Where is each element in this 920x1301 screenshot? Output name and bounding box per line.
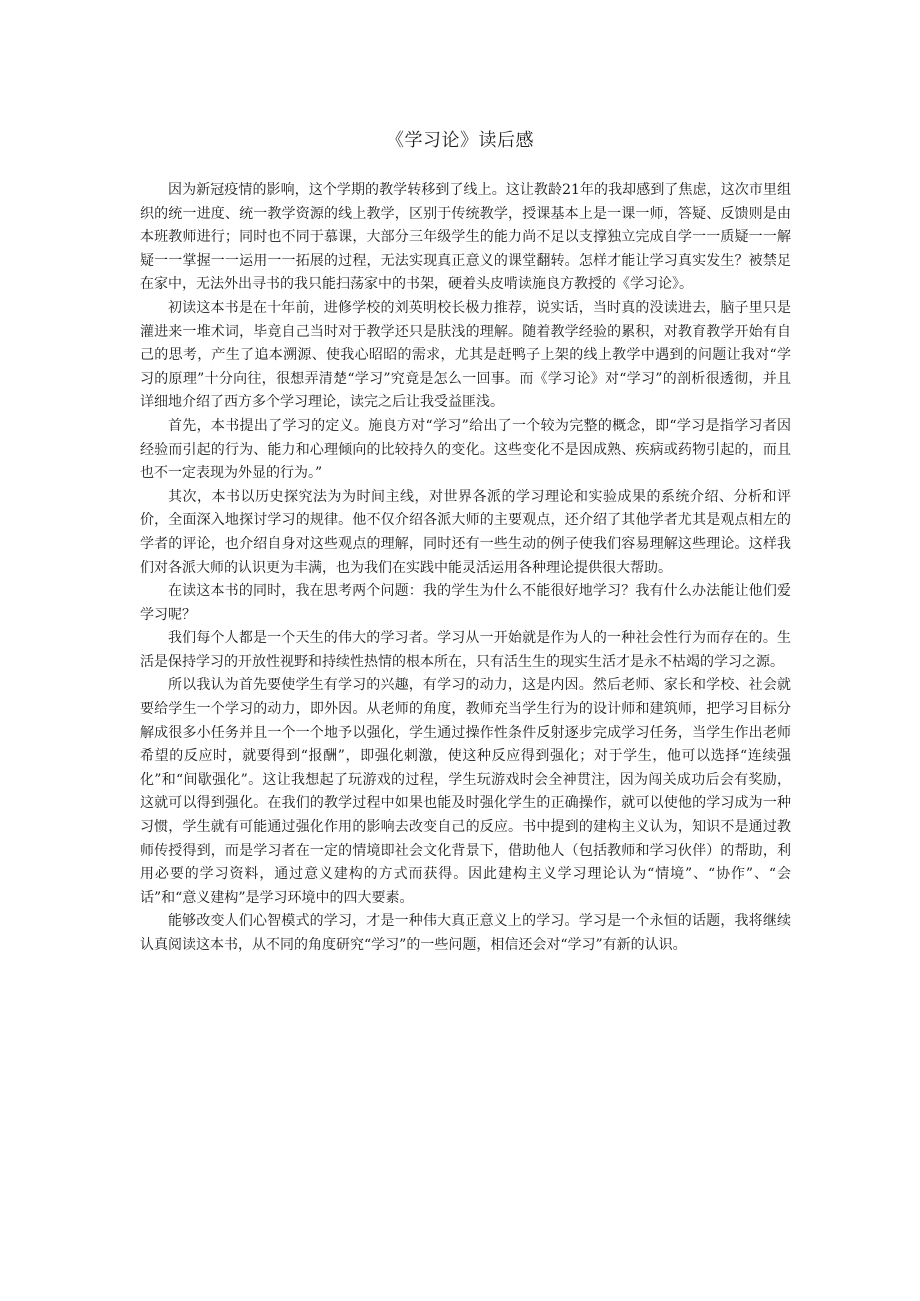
- paragraph-1: 因为新冠疫情的影响，这个学期的教学转移到了线上。这让教龄21年的我却感到了焦虑，这次市里组织的统一进度、统一教学资源的线上教学，区别于传统教学，授课基本上是一课一师，答疑、反馈则是由本班教师进行；同时也不同于慕课，大部分三年级学生的能力尚不足以支撑独立完成自学一一质疑一一解疑一一掌握一一运用一一拓展的过程，无法实现真正意义的课堂翻转。怎样才能让学习真实发生？被禁足在家中，无法外出寻书的我只能扫荡家中的书架，硬着头皮啃读施良方教授的《学习论》。: [140, 182, 791, 293]
- paragraph-6: 我们每个人都是一个天生的伟大的学习者。学习从一开始就是作为人的一种社会性行为而存在的。生活是保持学习的开放性视野和持续性热情的根本所在，只有活生生的现实生活才是永不枯竭的学习之源。: [140, 630, 791, 670]
- paragraph-7: 所以我认为首先要使学生有学习的兴趣，有学习的动力，这是内因。然后老师、家长和学校、社会就要给学生一个学习的动力，即外因。从老师的角度，教师充当学生行为的设计师和建筑师，把学习目标分解成很多小任务并且一个一个地予以强化，学生通过操作性条件反射逐步完成学习任务，当学生作出老师希望的反应时，就要得到“报酬”，即强化刺激，使这种反应得到强化；对于学生，他可以选择“连续强化”和“间歇强化”。这让我想起了玩游戏的过程，学生玩游戏时会全神贯注，因为闯关成功后会有奖励，这就可以得到强化。在我们的教学过程中如果也能及时强化学生的正确操作，就可以使他的学习成为一种习惯，学生就有可能通过强化作用的影响去改变自己的反应。书中提到的建构主义认为，知识不是通过教师传授得到，而是学习者在一定的情境即社会文化背景下，借助他人（包括教师和学习伙伴）的帮助，利用必要的学习资料，通过意义建构的方式而获得。因此建构主义学习理论认为“情境”、“协作”、“会话”和“意义建构”是学习环境中的四大要素。: [140, 677, 791, 906]
- paragraph-5: 在读这本书的同时，我在思考两个问题：我的学生为什么不能很好地学习？我有什么办法能让他们爱学习呢？: [140, 583, 791, 623]
- paragraph-3: 首先，本书提出了学习的定义。施良方对“学习”给出了一个较为完整的概念，即“学习是指学习者因经验而引起的行为、能力和心理倾向的比较持久的变化。这些变化不是因成熟、疾病或药物引起的，而且也不一定表现为外显的行为。”: [140, 417, 791, 482]
- paragraph-2: 初读这本书是在十年前，进修学校的刘英明校长极力推荐，说实话，当时真的没读进去，脑子里只是灌进来一堆术词，毕竟自己当时对于教学还只是肤浅的理解。随着教学经验的累积，对教育教学开始有自己的思考，产生了追本溯源、使我心昭昭的需求，尤其是赶鸭子上架的线上教学中遇到的问题让我对“学习的原理”十分向往，很想弄清楚“学习”究竟是怎么一回事。而《学习论》对“学习”的剖析很透彻，并且详细地介绍了西方多个学习理论，读完之后让我受益匪浅。: [140, 299, 791, 411]
- document-body: [140, 179, 791, 958]
- paragraph-4: 其次，本书以历史探究法为为时间主线，对世界各派的学习理论和实验成果的系统介绍、分析和评价，全面深入地探讨学习的规律。他不仅介绍各派大师的主要观点，还介绍了其他学者尤其是观点相左的学者的评论，也介绍自身对这些观点的理解，同时还有一些生动的例子使我们容易理解这些理论。这样我们对各派大师的认识更为丰满，也为我们在实践中能灵活运用各种理论提供很大帮助。: [140, 488, 791, 576]
- document-title: 《学习论》读后感: [386, 130, 534, 151]
- paragraph-8: 能够改变人们心智模式的学习，才是一种伟大真正意义上的学习。学习是一个永恒的话题，我将继续认真阅读这本书，从不同的角度研究“学习”的一些问题，相信还会对“学习”有新的认识。: [140, 913, 791, 953]
